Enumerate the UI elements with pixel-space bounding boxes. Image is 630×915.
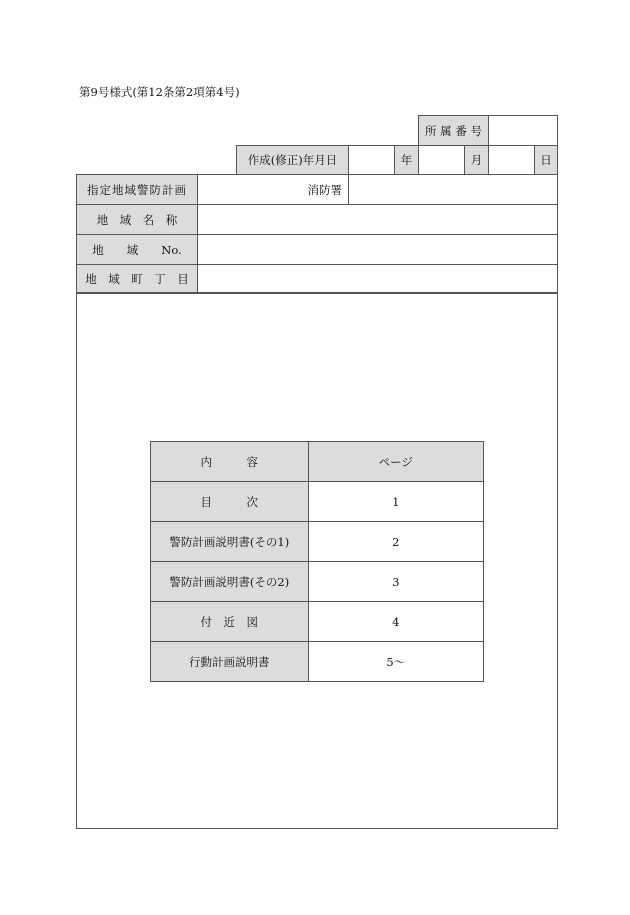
toc-row-label: 目 次: [151, 482, 309, 522]
created-date-label: 作成(修正)年月日: [236, 145, 349, 175]
toc-row-label: 付 近 図: [151, 602, 309, 642]
year-field[interactable]: [348, 145, 395, 175]
plan-label: 指定地域警防計画: [76, 174, 198, 205]
area-town-field[interactable]: [197, 264, 558, 294]
toc-row-label: 警防計画説明書(その1): [151, 522, 309, 562]
area-name-field[interactable]: [197, 204, 558, 235]
area-no-field[interactable]: [197, 234, 558, 265]
toc-header-page: ページ: [308, 442, 483, 482]
toc-row-label: 行動計画説明書: [151, 642, 309, 682]
plan-extra-field[interactable]: [348, 174, 558, 205]
toc-row-page: 1: [308, 482, 483, 522]
toc-row: [151, 562, 484, 602]
toc-row-page: 5〜: [308, 642, 483, 682]
toc-row: [151, 522, 484, 562]
month-label: 月: [464, 145, 489, 175]
area-town-label: 地 域 町 丁 目: [76, 264, 198, 294]
toc-row-page: 3: [308, 562, 483, 602]
toc-row-page: 2: [308, 522, 483, 562]
toc-row: [151, 602, 484, 642]
day-label: 日: [534, 145, 558, 175]
toc-row: [151, 482, 484, 522]
day-field[interactable]: [488, 145, 535, 175]
toc-header-content: 内 容: [151, 442, 309, 482]
affiliation-number-label: 所 属 番 号: [418, 115, 489, 146]
toc-table: [150, 441, 484, 682]
fire-station-field[interactable]: [197, 174, 349, 205]
month-field[interactable]: [418, 145, 465, 175]
year-label: 年: [394, 145, 419, 175]
fire-station-suffix: 消防署: [307, 182, 342, 197]
affiliation-number-field[interactable]: [488, 115, 558, 146]
area-no-label: 地 域 No.: [76, 234, 198, 265]
toc-header-row: [151, 442, 484, 482]
toc-row-page: 4: [308, 602, 483, 642]
toc-row: [151, 642, 484, 682]
toc-row-label: 警防計画説明書(その2): [151, 562, 309, 602]
area-name-label: 地 域 名 称: [76, 204, 198, 235]
form-title: 第9号様式(第12条第2項第4号): [79, 85, 240, 99]
